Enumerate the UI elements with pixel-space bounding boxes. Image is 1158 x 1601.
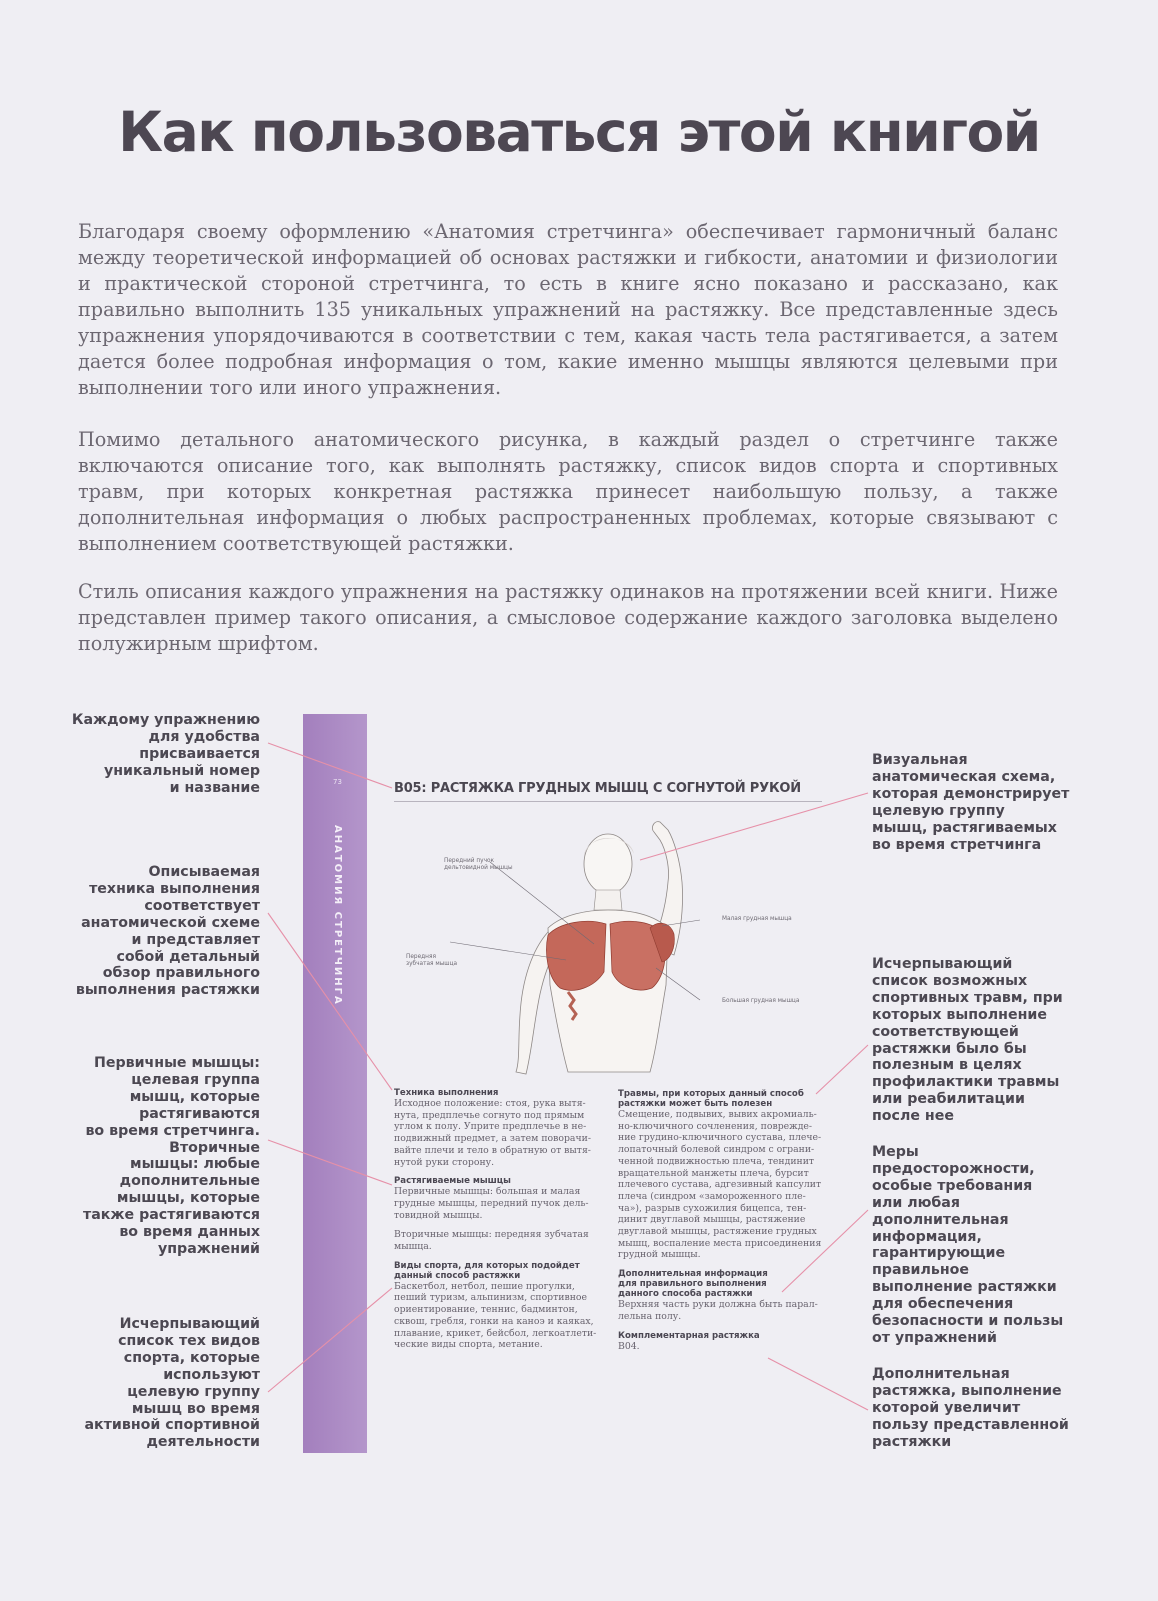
callout-line: Исчерпывающий <box>872 956 1013 972</box>
block-text-line: двуглавой мышцы, растяжение грудных <box>618 1226 817 1238</box>
callout-line: также растягиваются <box>82 1207 260 1224</box>
callout-line: присваивается <box>139 745 260 762</box>
connector-complementary <box>768 1358 868 1410</box>
callout-line: Визуальная <box>872 752 968 768</box>
callout-line: гарантирующие <box>872 1245 1006 1262</box>
callout-line: мышц, растягиваемых <box>872 819 1057 836</box>
block-text-line: вращательной манжеты плеча, бурсит <box>618 1167 809 1179</box>
callout-line: во время стретчинга. <box>85 1122 260 1139</box>
callout-exercise-number <box>60 712 260 797</box>
block-text-line: нута, предплечье согнуто под прямым <box>394 1109 585 1121</box>
callout-injuries <box>872 956 1102 1125</box>
callout-line: упражнений <box>157 1240 260 1257</box>
callout-line: собой детальный <box>116 948 260 965</box>
callout-line: особые требования <box>872 1177 1033 1194</box>
callout-line: или реабилитации <box>872 1091 1025 1108</box>
block-text-line: нутой руки сторону. <box>394 1156 495 1168</box>
intro-paragraph-2: Помимо детального анатомического рисунка, в каждый раздел о стретчинге также включаются описание того, как выполнять растяжку, список видов спорта и спортивных травм, при которых конкретная растяжка принесет наибольшую пользу, а также дополнительная информация о любых распространенных проблемах, которые связывают с выполнением соответствующей растяжки. <box>78 428 1058 555</box>
block-text-line: сквош, гребля, гонки на каноэ и каяках, <box>394 1315 594 1327</box>
block-text-line: Вторичные мышцы: передняя зубчатая <box>394 1229 589 1241</box>
block-text-line: плавание, крикет, бейсбол, легкоатлети- <box>394 1327 597 1339</box>
callout-line: Каждому упражнению <box>71 712 260 728</box>
complementary-value: B04. <box>618 1340 640 1352</box>
head <box>584 834 632 894</box>
sample-column-left <box>394 1088 599 1359</box>
block-text-line: вайте плечи и тело в обратную от вытя- <box>394 1144 591 1156</box>
exercise-title-rule <box>394 801 822 802</box>
callout-line: информация, <box>872 1228 982 1245</box>
intro-paragraph-1: Благодаря своему оформлению «Анатомия стретчинга» обеспечивает гармоничный баланс между теоретической информацией об основах растяжки и гибкости, анатомии и физиологии и практической стороной стретчинга, то есть в книге ясно показано и рассказано, как правильно выполнить 135 уникальных упражнений на растяжку. Все представленные здесь упражнения упорядочиваются в соответствии с тем, какая часть тела растягивается, а затем дается более подробная информация о том, какие именно мышцы являются целевыми при выполнении того или иного упражнения. <box>78 220 1058 399</box>
callout-line: и представляет <box>131 931 260 948</box>
callout-sports <box>60 1316 260 1451</box>
block-heading-line: данного способа растяжки <box>618 1289 753 1300</box>
label-pec-minor: Малая грудная мышца <box>722 916 792 922</box>
block-text-line: грудной мышцы. <box>618 1249 701 1261</box>
callout-muscles <box>60 1055 260 1258</box>
callout-line: и название <box>169 779 260 796</box>
block-heading-line: Виды спорта, для которых подойдет <box>394 1260 580 1271</box>
callout-anatomy-diagram <box>872 752 1102 853</box>
sports-block <box>394 1261 599 1351</box>
block-heading-line: Дополнительная информация <box>618 1269 768 1280</box>
block-text-line: плеча (синдром «замороженного пле- <box>618 1190 806 1202</box>
block-text-line: лельна полу. <box>618 1310 682 1322</box>
callout-line: растягиваются <box>139 1105 260 1122</box>
callout-line: Вторичные <box>169 1139 260 1156</box>
block-text-line: но-ключичного сочленения, поврежде- <box>618 1120 813 1132</box>
anatomy-figure <box>398 810 818 1085</box>
callout-line: Описываемая <box>148 864 260 880</box>
callout-line: целевую группу <box>127 1383 260 1400</box>
exercise-title: B05: РАСТЯЖКА ГРУДНЫХ МЫШЦ С СОГНУТОЙ РУКОЙ <box>394 781 801 796</box>
label-serratus: Передняя зубчатая мышца <box>406 954 458 967</box>
callout-line: которой увеличит <box>872 1399 1021 1416</box>
callout-line: от упражнений <box>872 1329 997 1346</box>
block-heading-line: растяжки может быть полезен <box>618 1099 773 1109</box>
block-text-line: ченной подвижностью плеча, тендинит <box>618 1155 815 1167</box>
complementary-block <box>618 1331 833 1353</box>
label-front-deltoid: Передний пучок дельтовидной мышцы <box>444 858 513 871</box>
sample-band-text: АНАТОМИЯ СТРЕТЧИНГА <box>332 825 343 1006</box>
callout-line: растяжка, выполнение <box>872 1382 1062 1399</box>
block-text-line: углом к полу. Уприте предплечье в не- <box>394 1121 587 1133</box>
callout-technique <box>60 864 260 999</box>
callout-line: предосторожности, <box>872 1160 1035 1177</box>
label-pec-major: Большая грудная мышца <box>722 998 800 1004</box>
block-text-line: пеший туризм, альпинизм, спортивное <box>394 1292 587 1304</box>
block-text-line: мышца. <box>394 1241 432 1253</box>
callout-line: правильное <box>872 1262 969 1279</box>
block-text-line: плечевого сустава, адгезивный капсулит <box>618 1179 822 1191</box>
callout-line: которая демонстрирует <box>872 785 1070 802</box>
block-text-line: товидной мышцы. <box>394 1209 483 1221</box>
callout-line: Дополнительная <box>872 1366 1010 1382</box>
callout-line: мышцы: любые <box>130 1156 260 1173</box>
callout-line: для удобства <box>148 728 260 745</box>
callout-line: анатомическая схема, <box>872 768 1056 785</box>
callout-line: техника выполнения <box>89 880 260 897</box>
callout-line: профилактики травмы <box>872 1074 1060 1091</box>
technique-block <box>394 1088 599 1168</box>
neck <box>594 890 622 910</box>
sample-page-number: 73 <box>333 778 342 786</box>
callout-line: выполнение растяжки <box>872 1279 1057 1296</box>
complementary-heading: Комплементарная растяжка <box>618 1330 760 1341</box>
block-text-line: ча»), разрыв сухожилия бицепса, тен- <box>618 1202 807 1214</box>
callout-line: во время стретчинга <box>872 836 1042 853</box>
label-line-front-delt <box>490 862 594 944</box>
callout-line: безопасности и пользы <box>872 1313 1064 1330</box>
block-text-line: Верхняя часть руки должна быть парал- <box>618 1299 818 1311</box>
callout-line: которых выполнение <box>872 1006 1047 1023</box>
callout-line: выполнения растяжки <box>75 982 260 999</box>
block-text-line: грудные мышцы, передний пучок дель- <box>394 1197 589 1209</box>
callout-line: Исчерпывающий <box>119 1316 260 1332</box>
callout-line: дополнительная <box>872 1211 1009 1228</box>
callout-precautions <box>872 1144 1102 1347</box>
block-text-line: ние грудино-ключичного сустава, плече- <box>618 1132 822 1144</box>
callout-line: полезным в целях <box>872 1057 1022 1074</box>
block-heading-line: Травмы, при которых данный способ <box>618 1089 804 1099</box>
callout-line: Меры <box>872 1144 919 1160</box>
callout-complementary <box>872 1366 1102 1451</box>
extra-info-block <box>618 1269 833 1322</box>
block-text-line: динит двуглавой мышцы, растяжение <box>618 1214 806 1226</box>
callout-line: для обеспечения <box>872 1296 1014 1313</box>
injuries-block <box>618 1089 833 1261</box>
callout-line: мышц во время <box>131 1400 260 1417</box>
callout-line: мышцы, которые <box>116 1190 260 1207</box>
block-text-line: Исходное положение: стоя, рука вытя- <box>394 1098 586 1109</box>
callout-line: после нее <box>872 1108 954 1125</box>
callout-line: растяжки <box>872 1433 952 1450</box>
callout-line: мышц, которые <box>129 1088 260 1105</box>
callout-line: соответствует <box>144 897 260 914</box>
callout-line: Первичные мышцы: <box>93 1055 260 1071</box>
intro-paragraph-3: Стиль описания каждого упражнения на растяжку одинаков на протяжении всей книги. Ниже представлен пример такого описания, а смысловое содержание каждого заголовка выделено полужирным шрифтом. <box>78 580 1058 655</box>
block-text-line: лопаточный болевой синдром с ограни- <box>618 1144 815 1156</box>
callout-line: пользу представленной <box>872 1416 1069 1433</box>
callout-line: используют <box>163 1366 260 1383</box>
secondary-block <box>394 1229 599 1252</box>
callout-line: обзор правильного <box>102 965 260 982</box>
callout-line: активной спортивной <box>84 1417 260 1434</box>
block-heading-line: данный способ растяжки <box>394 1270 521 1281</box>
callout-line: целевая группа <box>131 1071 260 1088</box>
block-text-line: Баскетбол, нетбол, пешие прогулки, <box>394 1280 575 1292</box>
sample-column-right <box>618 1089 833 1360</box>
block-text-line: мышц, воспаление места присоединения <box>618 1237 822 1249</box>
page-title: Как пользоваться этой книгой <box>118 100 1040 164</box>
block-text-line: Смещение, подвывих, вывих акромиаль- <box>618 1109 817 1120</box>
callout-line: соответствующей <box>872 1023 1019 1040</box>
pec-major-left <box>547 921 607 990</box>
callout-line: уникальный номер <box>104 762 260 779</box>
technique-heading: Техника выполнения <box>394 1088 499 1098</box>
callout-line: список возможных <box>872 972 1028 989</box>
callout-line: деятельности <box>146 1434 260 1451</box>
callout-line: или любая <box>872 1194 960 1211</box>
muscles-heading: Растягиваемые мышцы <box>394 1176 511 1187</box>
block-text-line: подвижный предмет, а затем поворачи- <box>394 1133 591 1145</box>
callout-line: спортивных травм, при <box>872 989 1063 1006</box>
callout-line: список тех видов <box>118 1332 260 1349</box>
block-heading-line: для правильного выполнения <box>618 1279 767 1290</box>
callout-line: спорта, которые <box>123 1349 260 1366</box>
callout-line: растяжки было бы <box>872 1040 1027 1057</box>
callout-line: анатомической схеме <box>81 914 260 931</box>
block-text-line: ческие виды спорта, метание. <box>394 1339 543 1351</box>
muscles-block <box>394 1176 599 1221</box>
callout-line: дополнительные <box>119 1173 260 1190</box>
connector-injuries <box>816 1045 868 1094</box>
callout-line: во время данных <box>119 1224 260 1241</box>
callout-line: целевую группу <box>872 802 1005 819</box>
block-text-line: ориентирование, теннис, бадминтон, <box>394 1304 578 1316</box>
block-text-line: Первичные мышцы: большая и малая <box>394 1186 581 1198</box>
